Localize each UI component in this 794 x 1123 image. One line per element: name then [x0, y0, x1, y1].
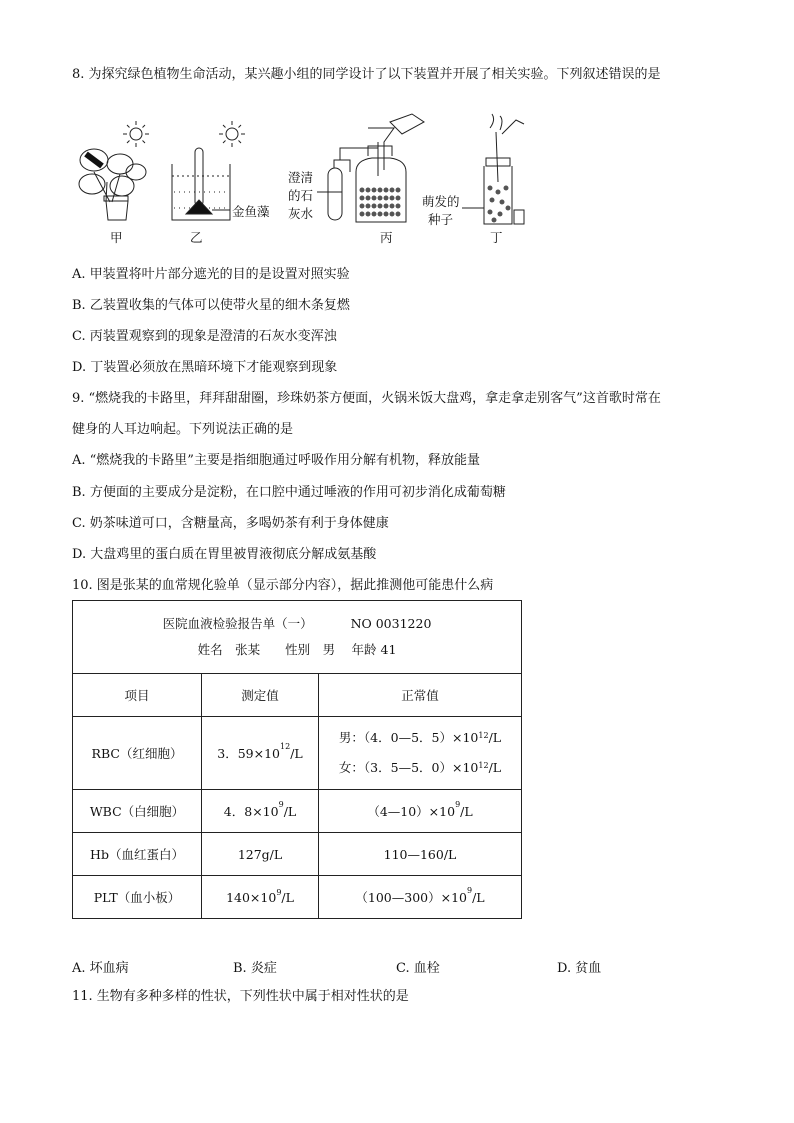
cell-measured: 3．$59\times 10^{12}/L$: [202, 717, 319, 790]
col-header-normal: 正常值: [319, 674, 522, 717]
cell-measured: $140\times 10^9/L$: [202, 876, 319, 919]
cell-item: Hb（血红蛋白）: [73, 833, 202, 876]
q9-stem-line1: 9. “燃烧我的卡路里，拜拜甜甜圈，珍珠奶茶方便面，火锅米饭大盘鸡，拿走拿走别客气”这首歌时常在: [72, 391, 661, 406]
cell-normal: 男：（4．0—5．$5)\times 10^{12}/L$ 女：（3．5—5．$0)\times 10^{12}/L$: [319, 717, 522, 790]
q8-stem: 8. 为探究绿色植物生命活动，某兴趣小组的同学设计了以下装置并开展了相关实验。下列叙述错误的是: [72, 67, 661, 82]
experiment-figure: [72, 112, 552, 252]
table-row: [73, 790, 522, 833]
report-title: 医院血液检验报告单（一）: [162, 616, 313, 631]
cell-item: RBC（红细胞）: [73, 717, 202, 790]
q9-option-b: B. 方便面的主要成分是淀粉，在口腔中通过唾液的作用可初步消化成葡萄糖: [72, 485, 506, 500]
report-title-line: [73, 611, 521, 637]
jar-seeds-apparatus: [462, 114, 524, 224]
cell-item: WBC（白细胞）: [73, 790, 202, 833]
label-goldfish-weed: 金鱼藻: [232, 204, 270, 219]
sun-icon: [219, 121, 245, 147]
q8-option-a: A. 甲装置将叶片部分遮光的目的是设置对照实验: [72, 267, 350, 282]
q8-option-d: D. 丁装置必须放在黑暗环境下才能观察到现象: [72, 360, 338, 375]
label-seeds-1: 萌发的: [422, 194, 460, 209]
table-row: [73, 717, 522, 790]
q8-option-b: B. 乙装置收集的气体可以使带火星的细木条复燃: [72, 298, 350, 313]
col-header-item: 项目: [73, 674, 202, 717]
label-ding: 丁: [490, 230, 503, 245]
q10-option-a: A. 坏血病: [72, 961, 129, 976]
cell-item: PLT（血小板）: [73, 876, 202, 919]
q10-option-c: C. 血栓: [396, 961, 440, 976]
table-row: [73, 833, 522, 876]
q9-option-d: D. 大盘鸡里的蛋白质在胃里被胃液彻底分解成氨基酸: [72, 547, 377, 562]
sun-icon: [123, 121, 149, 147]
cell-measured: 4．$8\times 10^9/L$: [202, 790, 319, 833]
q8-option-c: C. 丙装置观察到的现象是澄清的石灰水变浑浊: [72, 329, 337, 344]
label-bing: 丙: [380, 230, 393, 245]
potted-plant: [79, 149, 146, 220]
cell-measured: 127g/L: [202, 833, 319, 876]
limewater-apparatus: [317, 114, 424, 222]
label-limewater-2: 的石: [288, 188, 314, 203]
q11-stem: 11. 生物有多种多样的性状，下列性状中属于相对性状的是: [72, 989, 409, 1004]
patient-info: 姓名 张某 性别 男 年龄 41: [197, 642, 397, 657]
label-jia: 甲: [110, 230, 123, 245]
q10-option-d: D. 贫血: [557, 961, 602, 976]
q9-option-a: A. “燃烧我的卡路里”主要是指细胞通过呼吸作用分解有机物，释放能量: [72, 453, 480, 468]
cell-normal: $(100—300)\times 10^9/L$: [319, 876, 522, 919]
beaker-goldfish-weed: [172, 148, 230, 220]
q10-stem: 10. 图是张某的血常规化验单（显示部分内容），据此推测他可能患什么病: [72, 578, 494, 593]
table-row: [73, 876, 522, 919]
label-yi: 乙: [190, 230, 203, 245]
q9-option-c: C. 奶茶味道可口，含糖量高，多喝奶茶有利于身体健康: [72, 516, 389, 531]
blood-test-report-table: [72, 600, 522, 919]
report-header: [73, 601, 522, 674]
col-header-measured: 测定值: [202, 674, 319, 717]
cell-normal: $(4—10)\times 10^9/L$: [319, 790, 522, 833]
report-number: NO 0031220: [350, 616, 432, 631]
label-limewater-1: 澄清: [288, 170, 314, 185]
label-limewater-3: 灰水: [288, 206, 314, 221]
q10-option-b: B. 炎症: [233, 961, 277, 976]
label-seeds-2: 种子: [428, 212, 454, 227]
cell-normal: 110—160/L: [319, 833, 522, 876]
q9-stem-line2: 健身的人耳边响起。下列说法正确的是: [72, 422, 294, 437]
